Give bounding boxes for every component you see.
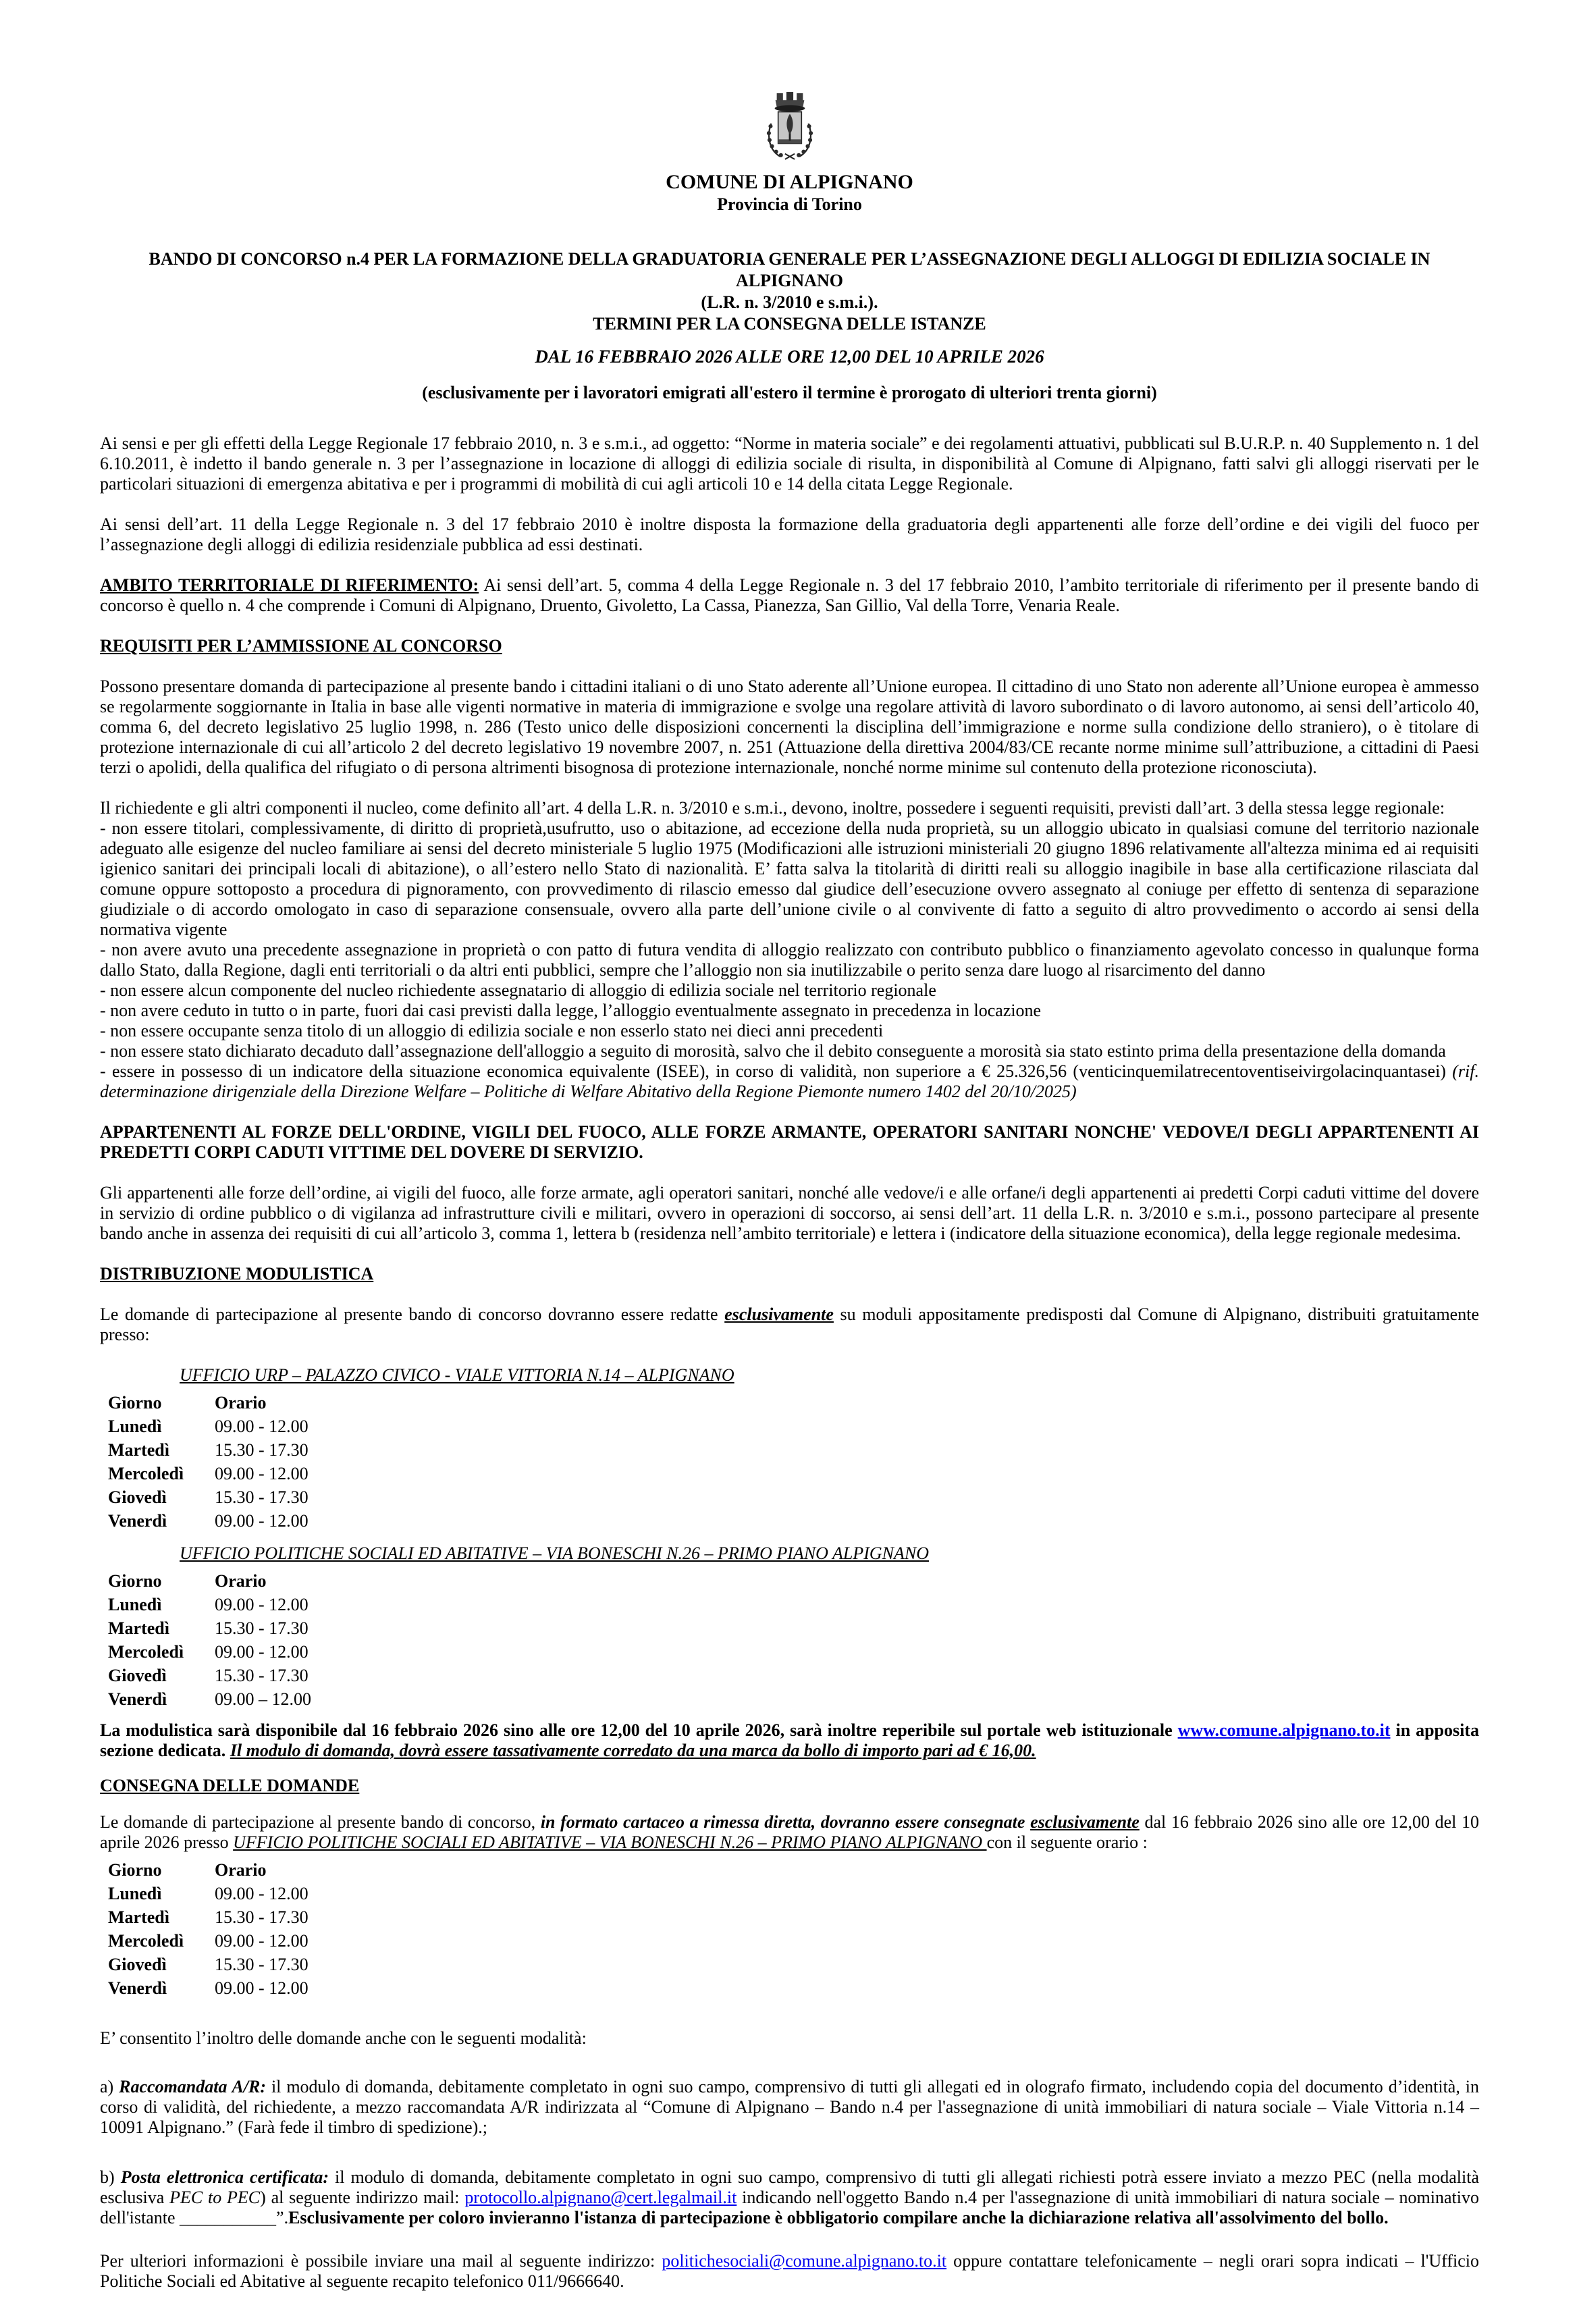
paragraph-requisiti-intro <box>100 798 1479 818</box>
text-segment: - essere in possesso di un indicatore della situazione economica equivalente (ISEE), in corso di validità, non superiore a € 25.326,56 (venticinquemilatrecentoventiseivirgolacinquantasei) <box>100 1061 1453 1081</box>
text-segment: (rif. determinazione dirigenziale della Direzione Welfare – Politiche di Welfare Abitativo della Regione Piemonte numero 1402 del 20/10/2025) <box>100 1061 1479 1101</box>
text-segment: Il richiedente e gli altri componenti il nucleo, come definito all’art. 4 della L.R. n. 3/2010 e s.m.i., devono, inoltre, possedere i seguenti requisiti, previsti dall’art. 3 della stessa legge regionale: <box>100 798 1445 818</box>
text-segment: ) al seguente indirizzo mail: <box>260 2188 465 2207</box>
schedule-day-cell: Mercoledì <box>108 1931 184 1951</box>
text-segment: Posta elettronica certificata: <box>120 2167 329 2187</box>
text-segment: La modulistica sarà disponibile dal 16 febbraio 2026 sino alle ore 12,00 del 10 aprile 2026, sarà inoltre reperibile sul portale web istituzionale <box>100 1720 1178 1740</box>
requirement-item-1 <box>100 818 1479 940</box>
schedule-day-cell: Martedì <box>108 1907 169 1927</box>
paragraph-inoltro-modalita <box>100 2028 1479 2049</box>
requirement-item-3 <box>100 980 1479 1001</box>
paragraph-pec <box>100 2167 1479 2228</box>
province-name: Provincia di Torino <box>717 194 862 214</box>
text-segment: - non essere titolari, complessivamente, di diritto di proprietà,usufrutto, uso o abitazione, ad eccezione della nuda proprietà, su un alloggio ubicato in qualsiasi comune del territorio nazionale adeguato alle esigenze del nucleo familiare ai sensi del decreto ministeriale 5 luglio 1975 (Modificazioni alle istruzioni ministeriali 20 giugno 1896 relativamente all'altezza minima ed ai requisiti igienico sanitari dei principali locali di abitazione), o all’estero nello Stato di nazionalità. E’ fatta salva la titolarità di diritti reali su alloggio inagibile in base alla certificazione rilasciata dal comune oppure sottoposto a procedura di pignoramento, con provvedimento di rilascio emesso dal giudice dell’esecuzione ovvero assegnato al coniuge per effetto di sentenza di separazione giudiziale o di accordo omologato in caso di separazione consensuale, ovvero alla parte dell’unione civile o al convivente di fatto a seguito di altro provvedimento o accordo ai sensi della normativa vigente <box>100 818 1479 939</box>
title-line-1: BANDO DI CONCORSO n.4 PER LA FORMAZIONE DELLA GRADUATORIA GENERALE PER L’ASSEGNAZIONE DEGLI ALLOGGI DI EDILIZIA SOCIALE IN ALPIGNANO <box>149 249 1430 290</box>
schedule-time-cell: 09.00 - 12.00 <box>215 1464 309 1483</box>
text-segment: - non avere avuto una precedente assegnazione in proprietà o con patto di futura vendita di alloggio realizzato con contributo pubblico o finanziamento agevolato concesso in qualunque forma dallo Stato, dalla Regione, dagli enti territoriali o da altri enti pubblici, sempre che l’alloggio non sia inutilizzabile o perito senza dare luogo al risarcimento del danno <box>100 940 1479 980</box>
text-segment: - non essere alcun componente del nucleo richiedente assegnatario di alloggio di edilizia sociale nel territorio regionale <box>100 980 936 1000</box>
text-segment: - non essere occupante senza titolo di un alloggio di edilizia sociale e non esserlo stato nei dieci anni precedenti <box>100 1021 884 1040</box>
text-segment: in apposita sezione dedicata. <box>100 1720 1480 1760</box>
paragraph-legal-basis <box>100 433 1479 494</box>
paragraph-consegna <box>100 1812 1479 1853</box>
text-segment: su moduli appositamente predisposti dal Comune di Alpignano, distribuiti gratuitamente presso: <box>100 1304 1479 1344</box>
text-segment: a) <box>100 2077 119 2096</box>
title-line-2: (L.R. n. 3/2010 e s.m.i.). <box>701 292 878 312</box>
requirement-item-4 <box>100 1001 1479 1021</box>
schedule-day-cell: Giovedì <box>108 1487 167 1507</box>
schedule-time-cell: 09.00 - 12.00 <box>215 1511 309 1531</box>
document-content <box>0 90 1579 2292</box>
text-segment: PEC to PEC <box>169 2188 261 2207</box>
text-segment: REQUISITI PER L’AMMISSIONE AL CONCORSO <box>100 636 502 656</box>
text-segment: Per ulteriori informazioni è possibile inviare una mail al seguente indirizzo: <box>100 2251 662 2271</box>
schedule-header-giorno: Giorno <box>108 1393 162 1412</box>
schedule-day-cell: Venerdì <box>108 1511 167 1531</box>
schedule-header-giorno: Giorno <box>108 1860 162 1880</box>
text-segment: esclusivamente <box>1030 1812 1140 1832</box>
text-segment: esclusivamente <box>724 1304 834 1324</box>
text-segment: Le domande di partecipazione al presente bando di concorso dovranno essere redatte <box>100 1304 725 1324</box>
text-segment: Le domande di partecipazione al presente bando di concorso, <box>100 1812 541 1832</box>
paragraph-forze-partecipazione <box>100 1183 1479 1244</box>
schedule-table-consegna <box>108 1858 446 2000</box>
schedule-time-cell: 15.30 - 17.30 <box>215 1487 309 1507</box>
schedule-day-cell: Mercoledì <box>108 1464 184 1483</box>
text-segment: - non essere stato dichiarato decaduto dall’assegnazione dell'alloggio a seguito di morosità, salvo che il debito conseguente a morosità sia stato estinto prima della presentazione della domanda <box>100 1041 1446 1061</box>
text-segment: Esclusivamente per coloro invieranno l'istanza di partecipazione è obbligatorio compilare anche la dichiarazione relativa all'assolvimento del bollo. <box>288 2208 1389 2227</box>
text-segment: il modulo di domanda, debitamente completato in ogni suo campo, comprensivo di tutti gli allegati ed in olografo firmato, includendo copia del documento d’identità, in corso di validità, del richiedente, a mezzo raccomandata A/R indirizzata al “Comune di Alpignano – Bando n.4 per l'assegnazione di unità immobiliari di natura sociale – Viale Vittoria n.14 – 10091 Alpignano.” (Farà fede il timbro di spedizione).; <box>100 2077 1480 2137</box>
schedule-day-cell: Giovedì <box>108 1955 167 1974</box>
paragraph-ulteriori-informazioni <box>100 2251 1479 2292</box>
document-page <box>0 90 1579 2324</box>
text-segment: Ai sensi dell’art. 5, comma 4 della Legge Regionale n. 3 del 17 febbraio 2010, l’ambito territoriale di riferimento per il presente bando di concorso è quello n. 4 che comprende i Comuni di Alpignano, Druento, Givoletto, La Cassa, Pianezza, San Gillio, Val della Torre, Venaria Reale. <box>100 575 1480 615</box>
section-heading-consegna-domande <box>100 1776 1479 1796</box>
schedule-day-cell: Giovedì <box>108 1666 167 1685</box>
requirement-item-6 <box>100 1041 1479 1061</box>
text-segment: AMBITO TERRITORIALE DI RIFERIMENTO: <box>100 575 479 595</box>
schedule-header-giorno: Giorno <box>108 1571 162 1591</box>
text-segment: con il seguente orario : <box>986 1832 1148 1852</box>
schedule-time-cell: 15.30 - 17.30 <box>215 1618 309 1638</box>
schedule-time-cell: 09.00 - 12.00 <box>215 1642 309 1662</box>
section-heading-appartenenti-forze <box>100 1122 1479 1163</box>
schedule-time-cell: 15.30 - 17.30 <box>215 1907 309 1927</box>
schedule-day-cell: Venerdì <box>108 1689 167 1709</box>
text-segment: Il modulo di domanda, dovrà essere tassativamente corredato da una marca da bollo di importo pari ad € 16,00. <box>230 1741 1036 1760</box>
requirement-item-2 <box>100 940 1479 980</box>
text-segment: APPARTENENTI AL FORZE DELL'ORDINE, VIGILI DEL FUOCO, ALLE FORZE ARMANTE, OPERATORI SANITARI NONCHE' VEDOVE/I DEGLI APPARTENENTI AI PREDETTI CORPI CADUTI VITTIME DEL DOVERE DI SERVIZIO. <box>100 1122 1479 1162</box>
schedule-time-cell: 15.30 - 17.30 <box>215 1955 309 1974</box>
schedule-day-cell: Lunedì <box>108 1417 162 1436</box>
text-segment: UFFICIO POLITICHE SOCIALI ED ABITATIVE – VIA BONESCHI N.26 – PRIMO PIANO ALPIGNANO <box>180 1543 929 1563</box>
paragraph-ambito-territoriale <box>100 575 1479 616</box>
text-segment: Ai sensi dell’art. 11 della Legge Regionale n. 3 del 17 febbraio 2010 è inoltre disposta la formazione della graduatoria degli appartenenti alle forze dell’ordine e dei vigili del fuoco per l’assegnazione degli alloggi di edilizia residenziale pubblica ad essi destinati. <box>100 514 1479 554</box>
schedule-header-orario: Orario <box>215 1393 267 1412</box>
schedule-day-cell: Martedì <box>108 1618 169 1638</box>
text-segment: il modulo di domanda, debitamente completato in ogni suo campo, comprensivo di tutti gli allegati richiesti potrà essere inviato a mezzo PEC (nella modalità esclusiva <box>100 2167 1479 2207</box>
text-segment: Possono presentare domanda di partecipazione al presente bando i cittadini italiani o di uno Stato aderente all’Unione europea. Il cittadino di uno Stato non aderente all’Unione europea è ammesso se regolarmente soggiornante in Italia in base alle vigenti normative in materia di immigrazione e svolge una regolare attività di lavoro subordinato o di lavoro autonomo, ai sensi dell’articolo 40, comma 6, del decreto legislativo 25 luglio 1998, n. 286 (Testo unico delle disposizioni concernenti la disciplina dell’immigrazione e norme sulla condizione dello straniero), o è titolare di protezione internazionale di cui all’articolo 2 del decreto legislativo 19 novembre 2007, n. 251 (Attuazione della direttiva 2004/83/CE recante norme minime sull’attribuzione, a cittadini di Paesi terzi o apolidi, della qualifica del rifugiato o di persona altrimenti bisognosa di protezione internazionale, nonché norme minime sul contenuto della protezione riconosciuta). <box>100 677 1479 777</box>
title-deadline-line: DAL 16 FEBBRAIO 2026 ALLE ORE 12,00 DEL 10 APRILE 2026 <box>535 346 1044 367</box>
text-segment: dal 16 febbraio 2026 sino alle ore 12,00 del 10 aprile 2026 presso <box>100 1812 1479 1852</box>
schedule-day-cell: Martedì <box>108 1440 169 1460</box>
link-comune-website[interactable]: www.comune.alpignano.to.it <box>1177 1720 1391 1740</box>
schedule-time-cell: 09.00 - 12.00 <box>215 1978 309 1998</box>
paragraph-raccomandata <box>100 2077 1479 2138</box>
office-heading-politiche-sociali <box>180 1543 1479 1564</box>
paragraph-cittadinanza <box>100 677 1479 778</box>
requirement-item-isee <box>100 1061 1479 1102</box>
link-pec-email[interactable]: protocollo.alpignano@cert.legalmail.it <box>464 2188 737 2207</box>
text-segment: Raccomandata A/R: <box>119 2077 267 2096</box>
text-segment: Gli appartenenti alle forze dell’ordine, ai vigili del fuoco, alle forze armate, agli operatori sanitari, nonché alle vedove/i e alle orfane/i degli appartenenti ai predetti Corpi caduti vittime del dovere in servizio di ordine pubblico o di vigilanza ad infrastrutture civili e militari, ovvero in operazioni di soccorso, ai sensi dell’art. 11 della L.R. n. 3/2010 e s.m.i., possono partecipare al presente bando anche in assenza dei requisiti di cui all’articolo 3, comma 1, lettera b (residenza nell’ambito territoriale) e lettera i (indicatore della situazione economica), della legge regionale medesima. <box>100 1183 1479 1243</box>
schedule-table-urp <box>108 1391 446 1533</box>
schedule-header-orario: Orario <box>215 1860 267 1880</box>
paragraph-modulistica-disponibile <box>100 1720 1479 1761</box>
office-heading-urp <box>180 1365 1479 1385</box>
text-segment: Ai sensi e per gli effetti della Legge Regionale 17 febbraio 2010, n. 3 e s.m.i., ad oggetto: “Norme in materia sociale” e dei regolamenti attuativi, pubblicati sul B.U.R.P. n. 40 Supplemento n. 1 del 6.10.2011, è indetto il bando generale n. 3 per l’assegnazione in locazione di alloggi di edilizia sociale di risulta, in disponibilità al Comune di Alpignano, fatti salvi gli alloggi riservati per le particolari situazioni di emergenza abitativa e per i programmi di mobilità di cui agli articoli 10 e 14 della citata Legge Regionale. <box>100 433 1479 494</box>
title-emigrants-note: (esclusivamente per i lavoratori emigrati all'estero il termine è prorogato di ulteriori trenta giorni) <box>422 383 1157 402</box>
schedule-day-cell: Mercoledì <box>108 1642 184 1662</box>
text-segment: in formato cartaceo a rimessa diretta, dovranno essere consegnate <box>540 1812 1031 1832</box>
schedule-table-politiche <box>108 1569 446 1711</box>
schedule-day-cell: Lunedì <box>108 1884 162 1903</box>
document-title-block <box>100 248 1479 404</box>
requirement-item-5 <box>100 1021 1479 1041</box>
paragraph-moduli <box>100 1304 1479 1345</box>
schedule-time-cell: 09.00 – 12.00 <box>215 1689 311 1709</box>
schedule-day-cell: Venerdì <box>108 1978 167 1998</box>
link-politichesociali-email[interactable]: politichesociali@comune.alpignano.to.it <box>662 2251 947 2271</box>
text-segment: UFFICIO POLITICHE SOCIALI ED ABITATIVE – VIA BONESCHI N.26 – PRIMO PIANO ALPIGNANO <box>233 1832 987 1852</box>
section-heading-distribuzione-modulistica <box>100 1264 1479 1284</box>
text-segment: UFFICIO URP – PALAZZO CIVICO - VIALE VITTORIA N.14 – ALPIGNANO <box>180 1365 734 1385</box>
text-segment: indicando nell'oggetto Bando n.4 per l'assegnazione di unità immobiliari di natura sociale – nominativo dell'istante ___________”. <box>100 2188 1479 2227</box>
municipality-name: COMUNE DI ALPIGNANO <box>666 171 913 193</box>
text-segment: - non avere ceduto in tutto o in parte, fuori dai casi previsti dalla legge, l’alloggio eventualmente assegnato in precedenza in locazione <box>100 1001 1042 1020</box>
schedule-time-cell: 09.00 - 12.00 <box>215 1931 309 1951</box>
paragraph-forze-ordine-graduatoria <box>100 514 1479 555</box>
text-segment: CONSEGNA DELLE DOMANDE <box>100 1776 360 1795</box>
text-segment: b) <box>100 2167 121 2187</box>
schedule-time-cell: 15.30 - 17.30 <box>215 1440 309 1460</box>
schedule-time-cell: 09.00 - 12.00 <box>215 1884 309 1903</box>
text-segment: E’ consentito l’inoltro delle domande anche con le seguenti modalità: <box>100 2028 587 2048</box>
section-heading-requisiti <box>100 636 1479 656</box>
schedule-header-orario: Orario <box>215 1571 267 1591</box>
municipal-coat-of-arms-icon <box>759 90 820 162</box>
schedule-time-cell: 09.00 - 12.00 <box>215 1595 309 1614</box>
schedule-time-cell: 15.30 - 17.30 <box>215 1666 309 1685</box>
schedule-time-cell: 09.00 - 12.00 <box>215 1417 309 1436</box>
schedule-day-cell: Lunedì <box>108 1595 162 1614</box>
text-segment: DISTRIBUZIONE MODULISTICA <box>100 1264 374 1284</box>
text-segment: oppure contattare telefonicamente – negli orari sopra indicati – l'Ufficio Politiche Sociali ed Abitative al seguente recapito telefonico 011/9666640. <box>100 2251 1479 2291</box>
title-line-3: TERMINI PER LA CONSEGNA DELLE ISTANZE <box>593 314 986 334</box>
